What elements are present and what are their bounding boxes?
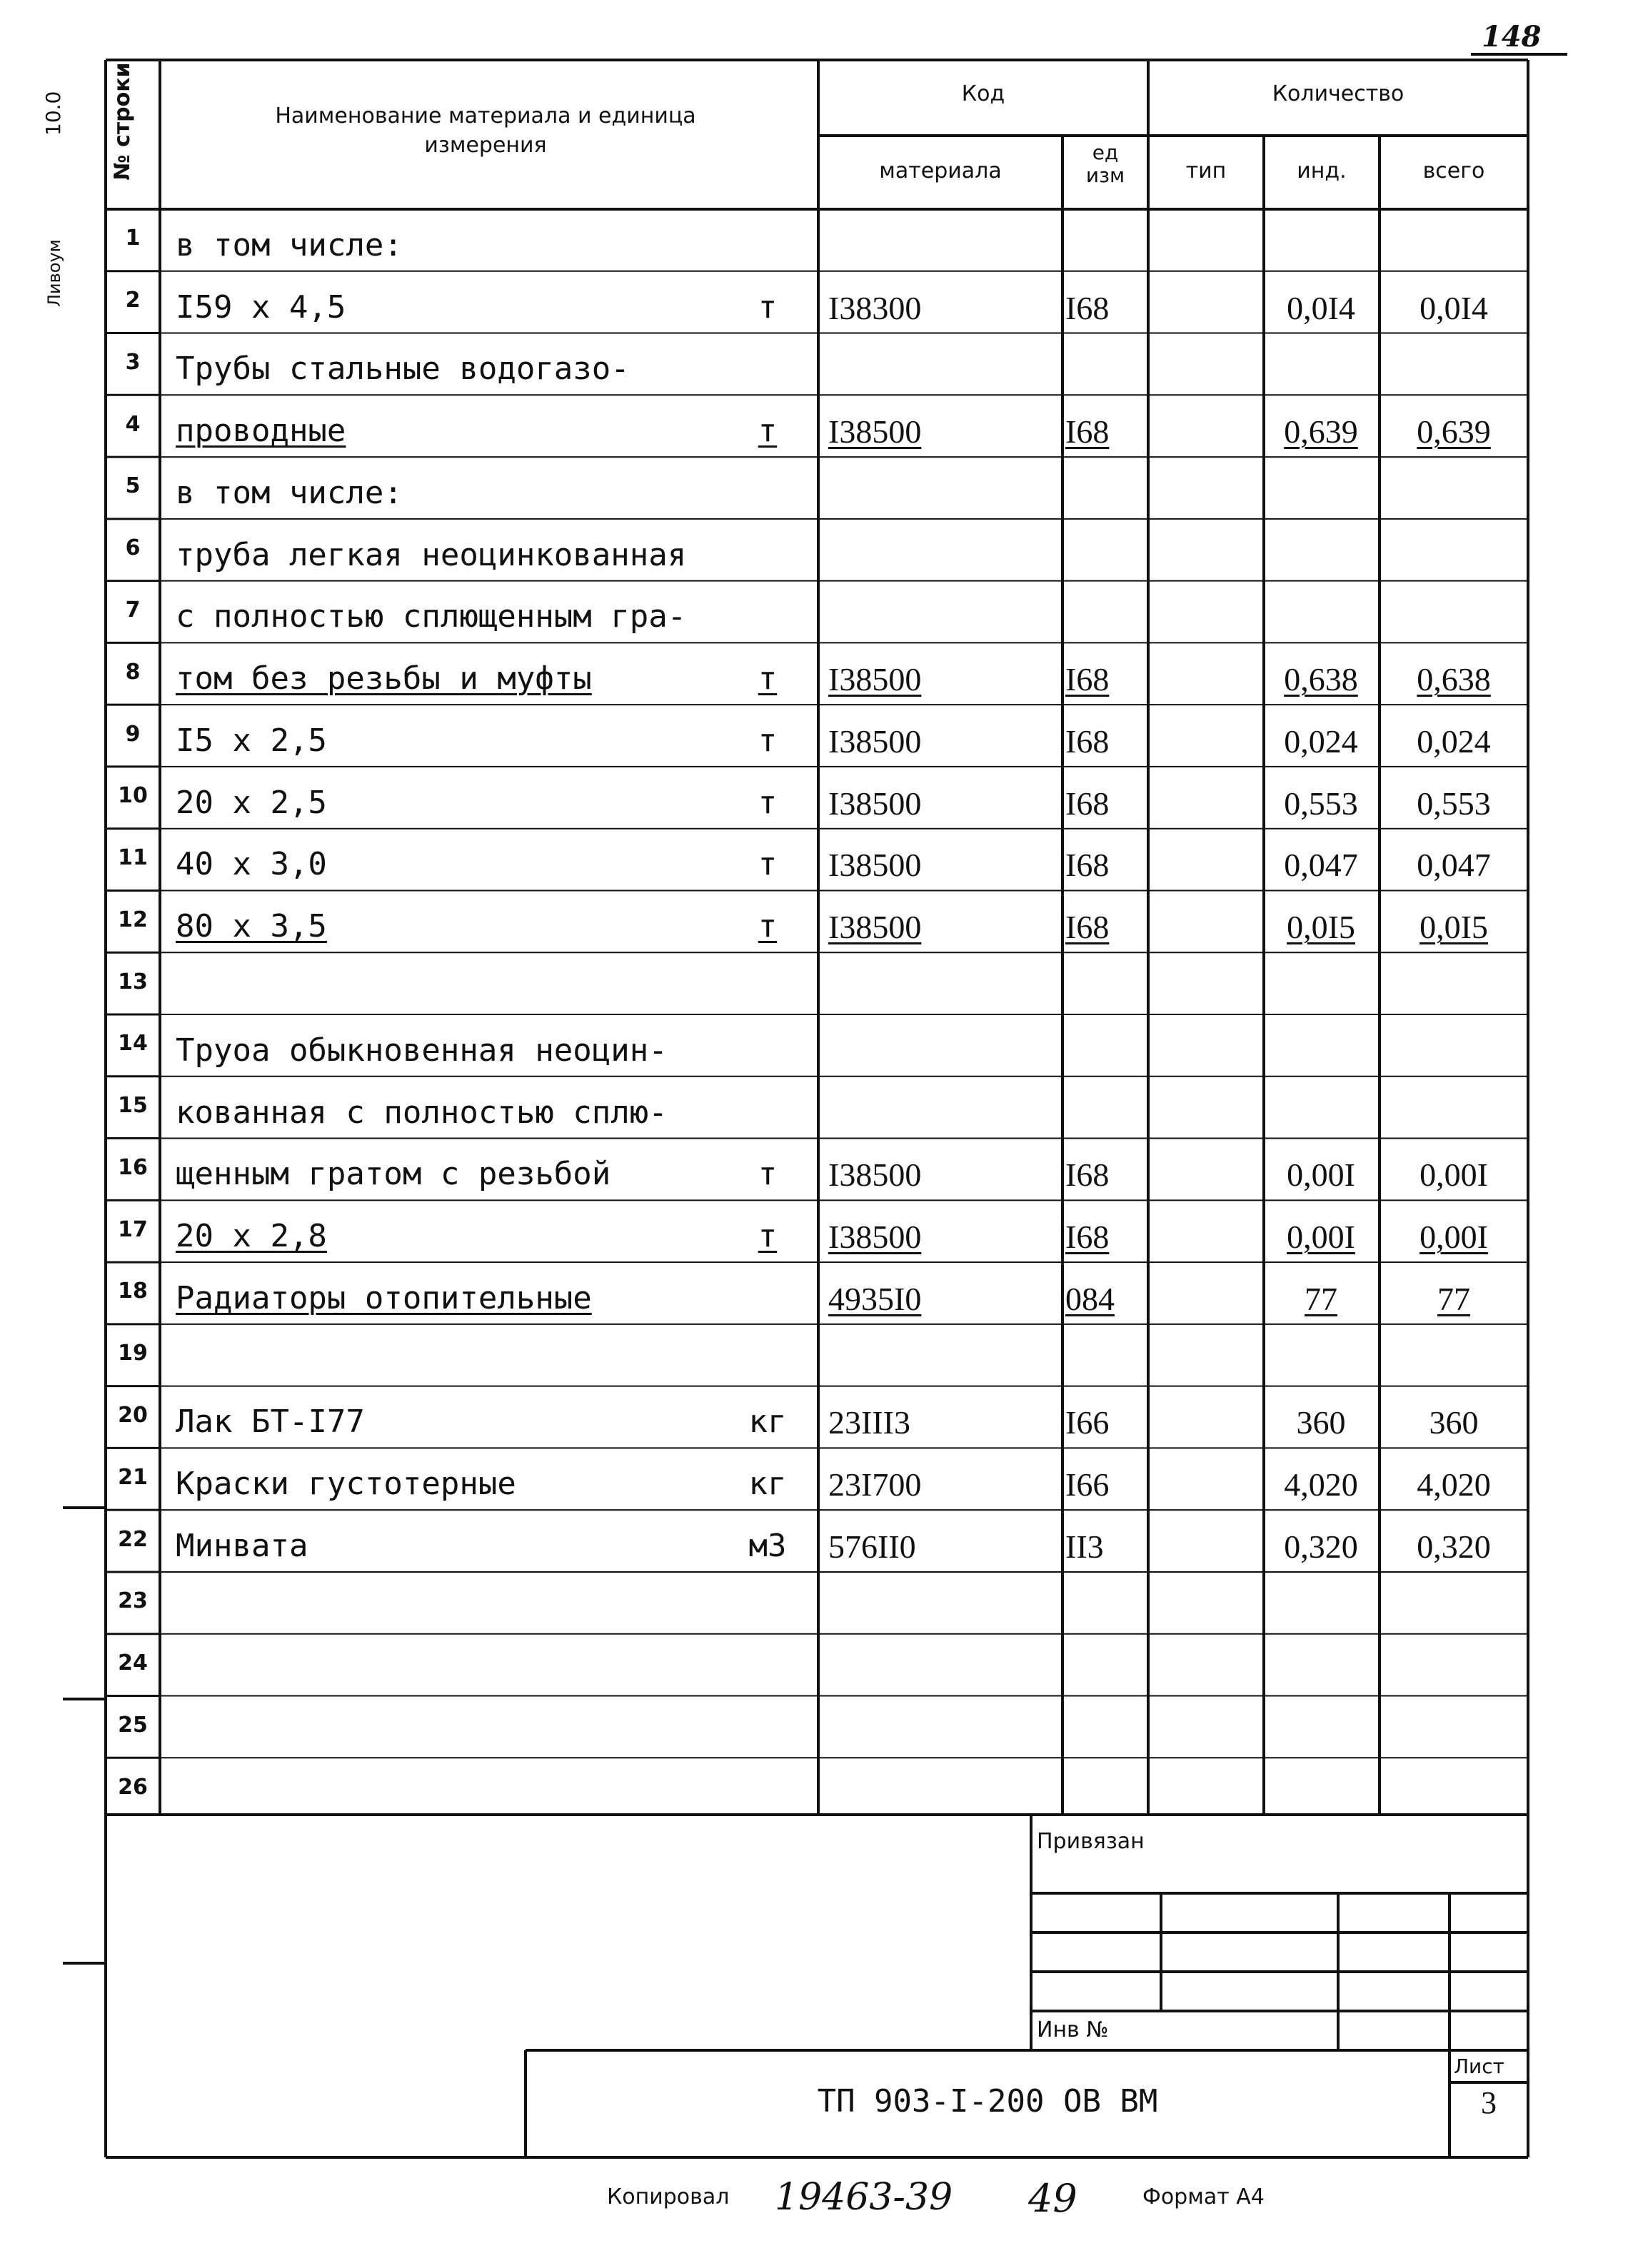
unit-code: I68: [1065, 722, 1110, 760]
row-number: 4: [125, 411, 141, 437]
qty-total: 0,00I: [1420, 1219, 1488, 1256]
qty-total: 0,320: [1417, 1528, 1491, 1565]
unit-of-measure: т: [758, 1156, 778, 1193]
material-code: I38500: [828, 661, 922, 698]
qty-ind: 0,047: [1284, 847, 1358, 884]
material-code: 4935I0: [828, 1280, 922, 1317]
material-name: в том числе:: [176, 474, 403, 511]
unit-code: I66: [1065, 1404, 1110, 1441]
footer-copied: Копировал: [607, 2184, 730, 2209]
qty-total: 0,0I5: [1420, 909, 1488, 946]
material-name: в том числе:: [176, 226, 403, 263]
row-number: 15: [118, 1093, 148, 1119]
qty-total: 0,00I: [1420, 1156, 1488, 1194]
qty-total: 0,553: [1417, 785, 1491, 822]
unit-of-measure: т: [758, 846, 778, 883]
qty-ind: 0,0I5: [1287, 909, 1355, 946]
unit-code: I68: [1065, 289, 1110, 326]
unit-code: I68: [1065, 413, 1110, 450]
row-number: 11: [118, 845, 148, 871]
qty-ind: 4,020: [1284, 1466, 1358, 1503]
qty-ind: 77: [1305, 1280, 1337, 1317]
material-name: 80 x 3,5: [176, 908, 327, 945]
unit-of-measure: кг: [748, 1466, 787, 1503]
header-code-unit: ед изм: [1085, 141, 1125, 188]
material-name: Лак БТ-I77: [176, 1403, 365, 1441]
header-qty-total: всего: [1422, 158, 1485, 183]
footer-format: Формат А4: [1142, 2184, 1265, 2209]
qty-total: 0,639: [1417, 413, 1491, 450]
unit-code: I68: [1065, 785, 1110, 822]
unit-code: I68: [1065, 847, 1110, 884]
row-number: 9: [125, 721, 141, 747]
material-code: 23III3: [828, 1404, 910, 1441]
unit-of-measure: кг: [748, 1403, 787, 1441]
header-qty-group: Количество: [1272, 81, 1405, 106]
unit-code: II3: [1065, 1528, 1104, 1565]
unit-of-measure: т: [758, 660, 778, 697]
row-number: 21: [118, 1464, 148, 1490]
row-number: 26: [118, 1774, 148, 1800]
material-code: I38500: [828, 1156, 922, 1194]
sheet-corner-number: 148: [1482, 20, 1542, 54]
qty-total: 77: [1437, 1280, 1470, 1317]
row-number: 16: [118, 1154, 148, 1180]
material-code: I38500: [828, 909, 922, 946]
row-number: 2: [125, 288, 141, 313]
material-name: Труоа обыкновенная неоцин-: [176, 1032, 668, 1069]
material-name: кованная с полностью сплю-: [176, 1094, 668, 1131]
qty-ind: 0,0I4: [1287, 289, 1355, 326]
header-qty-type: тип: [1185, 158, 1227, 183]
row-number: 13: [118, 969, 148, 994]
unit-code: I66: [1065, 1466, 1110, 1503]
material-code: I38500: [828, 722, 922, 760]
qty-total: 0,047: [1417, 847, 1491, 884]
qty-ind: 0,320: [1284, 1528, 1358, 1565]
qty-total: 4,020: [1417, 1466, 1491, 1503]
footer-number: 19463-39: [775, 2176, 953, 2219]
row-number: 19: [118, 1341, 148, 1366]
row-number: 10: [118, 783, 148, 809]
row-number: 25: [118, 1712, 148, 1738]
header-qty-ind: инд.: [1297, 158, 1347, 183]
unit-code: I68: [1065, 661, 1110, 698]
stamp-sheet-label: Лист: [1454, 2055, 1504, 2078]
material-name: 40 x 3,0: [176, 846, 327, 883]
row-number: 24: [118, 1650, 148, 1676]
material-name: труба легкая неоцинкованная: [176, 536, 687, 573]
header-code-group: Код: [961, 81, 1005, 106]
material-code: I38300: [828, 289, 922, 326]
material-name: с полностью сплющенным гра-: [176, 598, 687, 635]
qty-total: 0,024: [1417, 722, 1491, 760]
unit-of-measure: т: [758, 784, 778, 821]
qty-total: 0,0I4: [1420, 289, 1488, 326]
material-name: I5 x 2,5: [176, 722, 327, 759]
stamp-privyazan: Привязан: [1037, 1829, 1145, 1854]
row-number: 6: [125, 535, 141, 561]
qty-ind: 0,00I: [1287, 1156, 1355, 1194]
side-mark-bottom: Ливоум: [44, 239, 64, 307]
row-number: 8: [125, 659, 141, 685]
material-name: проводные: [176, 413, 346, 450]
stamp-designation: ТП 903-I-200 ОВ ВМ: [817, 2083, 1158, 2120]
row-number: 3: [125, 349, 141, 375]
stamp-inv-no: Инв №: [1037, 2017, 1109, 2042]
row-number: 1: [125, 226, 141, 251]
unit-of-measure: т: [758, 908, 778, 945]
qty-ind: 360: [1296, 1404, 1346, 1441]
header-name: Наименование материала и единица измерения: [275, 104, 696, 158]
material-name: I59 x 4,5: [176, 288, 346, 326]
unit-code: I68: [1065, 1219, 1110, 1256]
side-mark-top: 10.0: [41, 91, 65, 136]
material-code: 576II0: [828, 1528, 916, 1565]
unit-code: I68: [1065, 1156, 1110, 1194]
material-code: I38500: [828, 785, 922, 822]
row-number: 18: [118, 1279, 148, 1304]
row-number: 14: [118, 1031, 148, 1057]
qty-ind: 0,553: [1284, 785, 1358, 822]
material-name: Краски густотерные: [176, 1466, 516, 1503]
stamp-sheet-no: 3: [1481, 2085, 1497, 2120]
material-name: Трубы стальные водогазо-: [176, 351, 630, 388]
unit-of-measure: т: [758, 413, 778, 450]
material-name: 20 x 2,5: [176, 784, 327, 821]
qty-ind: 0,024: [1284, 722, 1358, 760]
qty-ind: 0,638: [1284, 661, 1358, 698]
row-number: 23: [118, 1588, 148, 1614]
unit-code: 084: [1065, 1280, 1115, 1317]
qty-total: 360: [1429, 1404, 1479, 1441]
unit-code: I68: [1065, 909, 1110, 946]
row-number: 22: [118, 1526, 148, 1552]
material-name: щенным гратом с резьбой: [176, 1156, 611, 1193]
qty-ind: 0,639: [1284, 413, 1358, 450]
row-number: 20: [118, 1403, 148, 1428]
material-name: Радиаторы отопительные: [176, 1279, 592, 1316]
unit-of-measure: т: [758, 1218, 778, 1255]
material-code: 23I700: [828, 1466, 922, 1503]
material-name: том без резьбы и муфты: [176, 660, 592, 697]
row-number: 5: [125, 473, 141, 499]
row-number: 7: [125, 598, 141, 623]
qty-total: 0,638: [1417, 661, 1491, 698]
header-code-material: материала: [879, 158, 1002, 183]
footer-page: 49: [1028, 2176, 1077, 2221]
material-name: Минвата: [176, 1527, 308, 1564]
header-row-no: № строки: [110, 62, 135, 181]
material-code: I38500: [828, 1219, 922, 1256]
material-name: 20 x 2,8: [176, 1218, 327, 1255]
unit-of-measure: т: [758, 288, 778, 326]
unit-of-measure: т: [758, 722, 778, 759]
unit-of-measure: м3: [748, 1527, 787, 1564]
row-number: 17: [118, 1216, 148, 1242]
material-code: I38500: [828, 413, 922, 450]
qty-ind: 0,00I: [1287, 1219, 1355, 1256]
material-code: I38500: [828, 847, 922, 884]
row-number: 12: [118, 907, 148, 932]
